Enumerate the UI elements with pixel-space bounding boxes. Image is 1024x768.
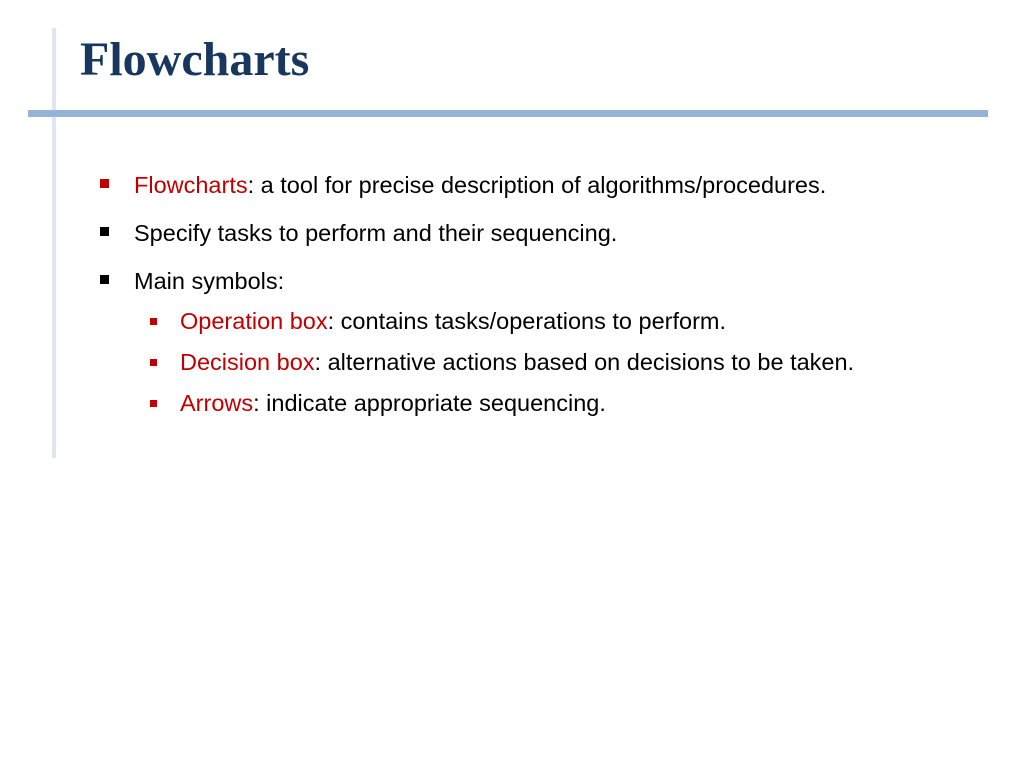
bullet-item-tasks xyxy=(96,216,946,250)
sub-bullet-term: Arrows xyxy=(180,390,254,416)
square-bullet-icon xyxy=(100,227,109,236)
sub-bullet-text: : contains tasks/operations to perform. xyxy=(327,308,727,334)
bullet-item-main-symbols xyxy=(96,264,946,298)
bullet-text: Main symbols: xyxy=(134,268,285,294)
square-bullet-icon xyxy=(150,318,157,325)
bullet-item-flowcharts xyxy=(96,168,946,202)
sub-bullet-operation-box xyxy=(96,304,946,338)
bullet-text: : a tool for precise description of algorithms/procedures. xyxy=(247,172,827,198)
sub-bullet-arrows xyxy=(96,386,946,420)
sub-bullet-text: : alternative actions based on decisions to be taken. xyxy=(314,349,855,375)
bullet-term: Flowcharts xyxy=(134,172,248,198)
bullet-text: Specify tasks to perform and their sequencing. xyxy=(134,220,618,246)
square-bullet-icon xyxy=(100,179,109,188)
sub-bullet-term: Decision box xyxy=(180,349,315,375)
sub-bullet-term: Operation box xyxy=(180,308,328,334)
slide-title: Flowcharts xyxy=(80,33,310,86)
sub-bullet-decision-box xyxy=(96,345,946,379)
title-divider xyxy=(28,110,988,117)
square-bullet-icon xyxy=(100,275,109,284)
left-divider xyxy=(52,28,56,458)
square-bullet-icon xyxy=(150,400,157,407)
sub-bullet-text: : indicate appropriate sequencing. xyxy=(253,390,606,416)
slide-body xyxy=(96,168,946,427)
square-bullet-icon xyxy=(150,359,157,366)
